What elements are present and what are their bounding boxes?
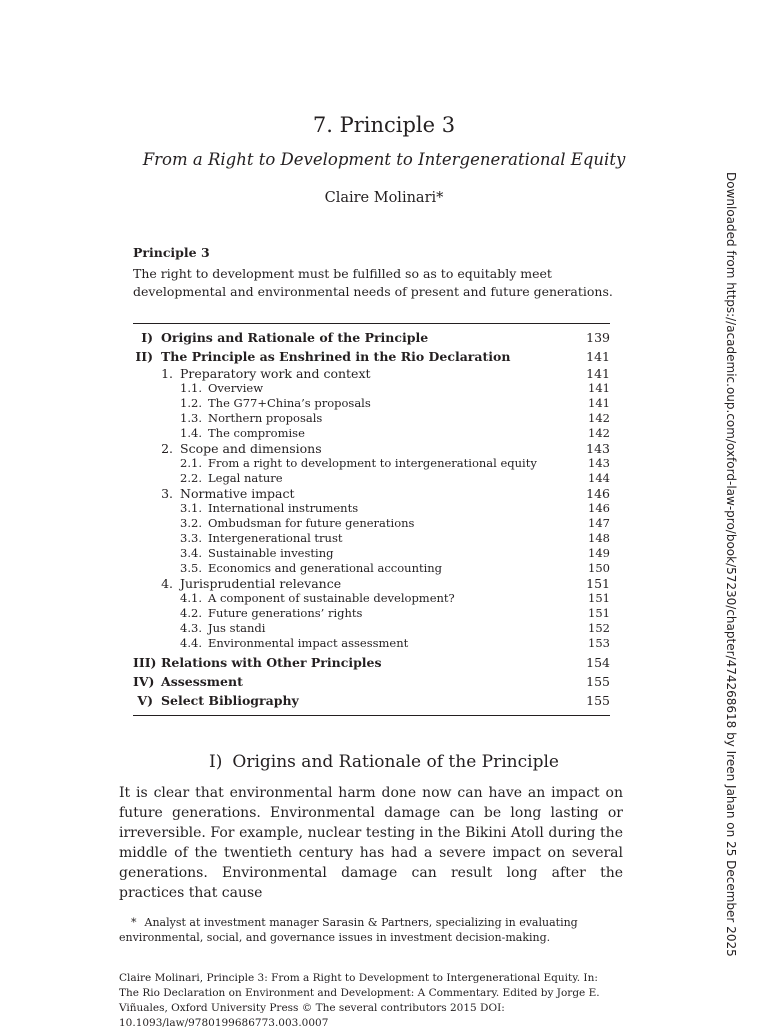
toc-entry-number: 1.3. bbox=[180, 410, 202, 425]
toc-entry-page: 146 bbox=[588, 500, 610, 515]
principle-text: The right to development must be fulfilled so as to equitably meet developmental and environmental needs of present and future generations. bbox=[133, 266, 613, 299]
toc-entry-number: 1. bbox=[161, 366, 173, 381]
chapter-title: 7. Principle 3 bbox=[312, 113, 456, 137]
toc-entry-page: 149 bbox=[588, 545, 610, 560]
author-name: Claire Molinari* bbox=[324, 190, 444, 206]
toc-entry-number: 1.4. bbox=[180, 425, 202, 440]
toc-entry-label: Future generations’ rights bbox=[208, 605, 363, 620]
section-number: I) bbox=[209, 752, 223, 772]
toc-entry-label: Origins and Rationale of the Principle bbox=[161, 330, 429, 345]
toc-entry-label: Jurisprudential relevance bbox=[180, 576, 342, 591]
toc-entry-number: V) bbox=[137, 692, 153, 708]
toc-entry-label: Legal nature bbox=[208, 470, 283, 485]
toc-entry-page: 143 bbox=[588, 455, 610, 470]
toc-entry-label: Jus standi bbox=[208, 620, 266, 635]
toc-entry-label: Sustainable investing bbox=[208, 545, 334, 560]
body-text bbox=[119, 783, 623, 903]
toc-entry-page: 151 bbox=[588, 590, 610, 605]
toc-entry-label: International instruments bbox=[208, 500, 359, 515]
toc-entry-label: Northern proposals bbox=[208, 410, 323, 425]
toc-entry-page: 151 bbox=[588, 605, 610, 620]
chapter-subtitle: From a Right to Development to Intergenerational Equity bbox=[142, 150, 626, 169]
toc-entry-number: III) bbox=[133, 654, 157, 670]
toc-entry-label: Normative impact bbox=[180, 486, 295, 501]
toc-entry-label: Intergenerational trust bbox=[208, 530, 343, 545]
toc-entry-label: Economics and generational accounting bbox=[208, 560, 443, 575]
toc-entry-number: 4. bbox=[161, 576, 173, 591]
download-watermark: Downloaded from https://academic.oup.com/oxford-law-pro/book/57230/chapter/474268618 by Ireen Jahan on 25 December 2025 bbox=[724, 172, 738, 957]
citation-text: Claire Molinari, Principle 3: From a Right to Development to Intergenerational Equity. In: The Rio Declaration on Environment and Development: A Commentary. Edited by Jorge E. Viñuales, Oxford University Press © The several contributors 2015 DOI: 10.1093/law/9780199686773.003.0007 bbox=[119, 972, 600, 1029]
toc-entry-page: 144 bbox=[588, 470, 610, 485]
toc-entry-page: 152 bbox=[588, 620, 610, 635]
toc-entry-label: Ombudsman for future generations bbox=[208, 515, 415, 530]
toc-entry-number: II) bbox=[135, 349, 153, 364]
toc-entry-page: 151 bbox=[586, 576, 610, 591]
footnote-mark: * bbox=[131, 916, 137, 929]
toc-entry-page: 150 bbox=[588, 560, 610, 575]
toc-entry-number: 2. bbox=[161, 441, 173, 456]
toc-entry-number: 3.3. bbox=[180, 530, 202, 545]
body-paragraph: It is clear that environmental harm done now can have an impact on future generations. Environmental damage can be long lasting or irreversible. For example, nuclear testing in the Bikini Atoll during the middle of the twentieth century has had a severe impact on several generations. Environmental damage can result long after the practices that cause bbox=[119, 785, 623, 901]
toc-entry-page: 153 bbox=[588, 635, 610, 650]
toc-entry-number: 1.2. bbox=[180, 395, 202, 410]
toc-entry-label: Select Bibliography bbox=[161, 692, 299, 708]
toc-entry-page: 147 bbox=[588, 515, 610, 530]
toc-entry-number: 2.1. bbox=[180, 455, 202, 470]
toc-entry-number: 3.5. bbox=[180, 560, 202, 575]
toc-entry-label: Environmental impact assessment bbox=[208, 635, 409, 650]
section-heading bbox=[0, 752, 768, 772]
section-title: Origins and Rationale of the Principle bbox=[232, 752, 559, 772]
toc-entry-page: 154 bbox=[586, 654, 610, 670]
footnote-text: Analyst at investment manager Sarasin & Partners, specializing in evaluating environmental, social, and governance issues in investment decision-making. bbox=[119, 916, 578, 944]
toc-entry-number: 4.2. bbox=[180, 605, 202, 620]
toc-entry-number: 4.1. bbox=[180, 590, 202, 605]
toc-entry-label: From a right to development to intergenerational equity bbox=[208, 455, 537, 470]
toc-entry-label: Preparatory work and context bbox=[180, 366, 371, 381]
toc-entry-page: 155 bbox=[586, 673, 610, 689]
toc-entry-label: A component of sustainable development? bbox=[208, 590, 455, 605]
toc-entry-page: 143 bbox=[586, 441, 610, 456]
toc-entry-label: The compromise bbox=[208, 425, 305, 440]
toc-entry-number: 4.4. bbox=[180, 635, 202, 650]
toc-entry-number: 3.2. bbox=[180, 515, 202, 530]
toc-entry-number: 3.4. bbox=[180, 545, 202, 560]
toc-entry-number: 1.1. bbox=[180, 380, 202, 395]
toc-entry-number: 3. bbox=[161, 486, 173, 501]
toc-entry-page: 148 bbox=[588, 530, 610, 545]
toc-entry-label: The G77+China’s proposals bbox=[208, 395, 371, 410]
toc-entry-page: 146 bbox=[586, 486, 610, 501]
toc-entry-label: Scope and dimensions bbox=[180, 441, 322, 456]
toc-entry-page: 141 bbox=[588, 380, 610, 395]
toc-entry-label: Relations with Other Principles bbox=[161, 654, 382, 670]
toc-top-rule bbox=[133, 323, 610, 324]
toc-entry-page: 142 bbox=[588, 425, 610, 440]
toc-entry-page: 155 bbox=[586, 692, 610, 708]
principle-label: Principle 3 bbox=[133, 245, 210, 260]
toc-entry-number: 2.2. bbox=[180, 470, 202, 485]
toc-entry-number: 4.3. bbox=[180, 620, 202, 635]
toc-entry-label: Assessment bbox=[161, 673, 243, 689]
toc-entry-page: 139 bbox=[586, 330, 610, 345]
toc-bottom-rule bbox=[133, 715, 610, 716]
toc-entry-page: 141 bbox=[586, 366, 610, 381]
toc-entry-label: Overview bbox=[208, 380, 264, 395]
toc-entry-number: I) bbox=[141, 330, 153, 345]
toc-entry-page: 142 bbox=[588, 410, 610, 425]
toc-entry-page: 141 bbox=[586, 349, 610, 364]
toc-entry-number: 3.1. bbox=[180, 500, 202, 515]
toc-entry-page: 141 bbox=[588, 395, 610, 410]
footnote bbox=[119, 915, 623, 945]
toc-entry-number: IV) bbox=[133, 673, 155, 689]
toc-entry-label: The Principle as Enshrined in the Rio Declaration bbox=[161, 349, 511, 364]
